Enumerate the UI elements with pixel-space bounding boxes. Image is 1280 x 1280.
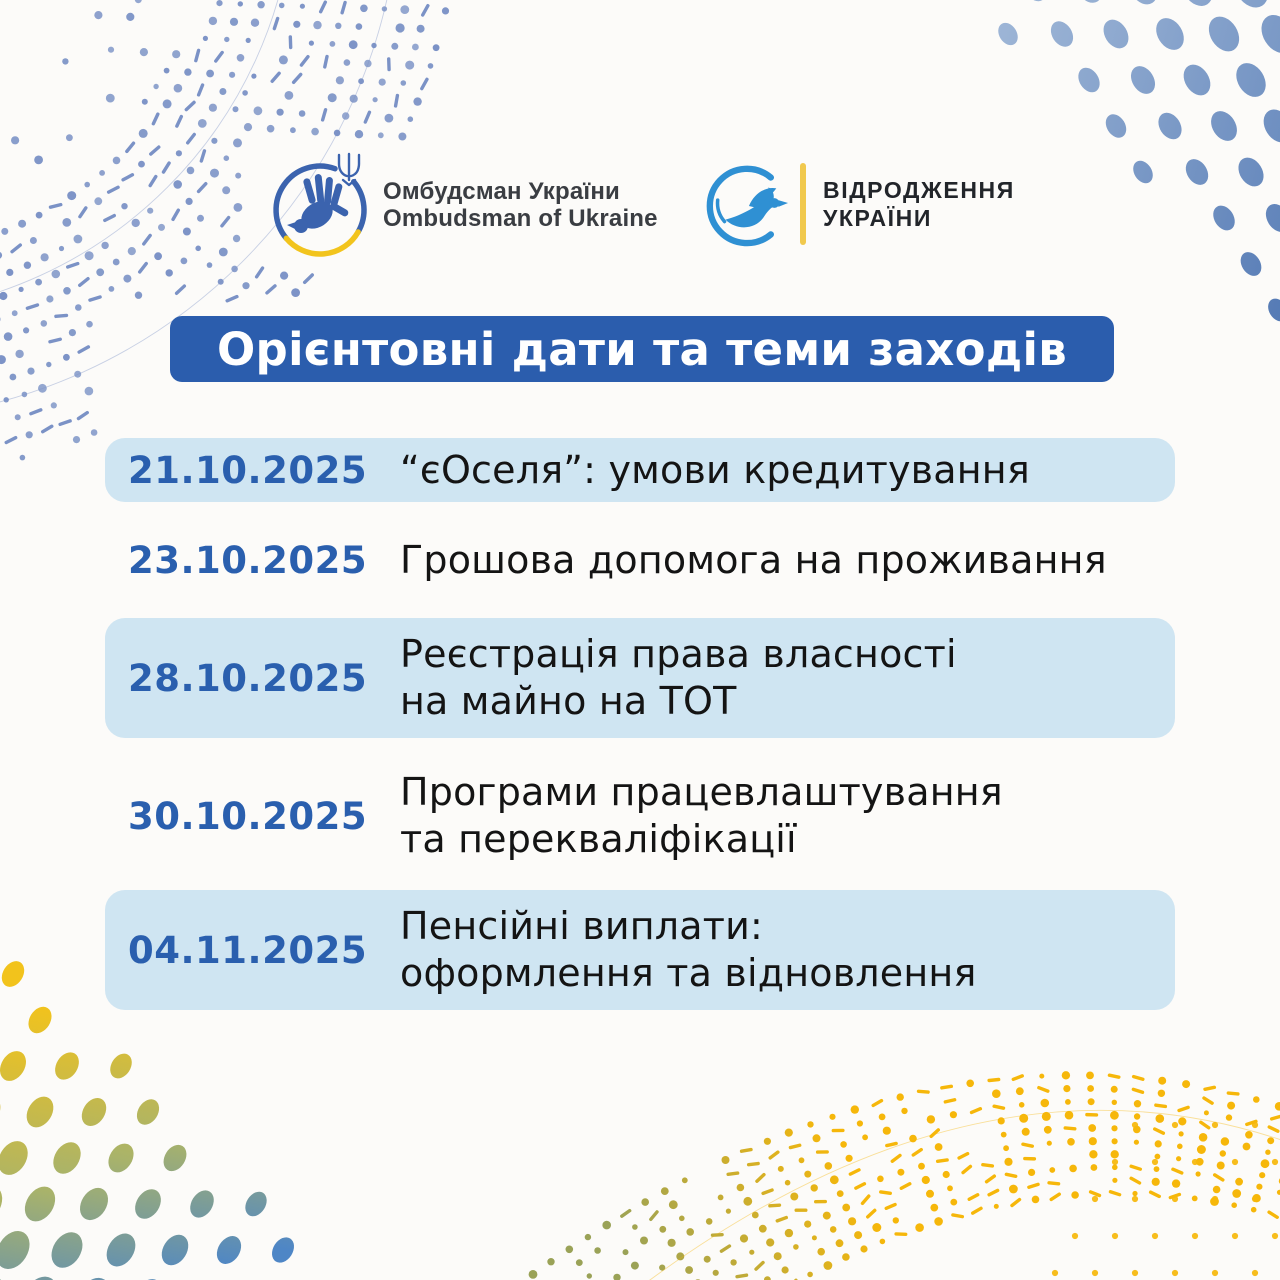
event-date: 30.10.2025	[128, 794, 368, 838]
event-date: 04.11.2025	[128, 928, 368, 972]
vidrodzhennia-logo-line2: УКРАЇНИ	[823, 205, 932, 231]
ombudsman-emblem-icon	[270, 152, 370, 258]
event-date: 28.10.2025	[128, 656, 368, 700]
dove-hand-icon	[287, 174, 350, 235]
schedule-row	[105, 528, 1175, 592]
schedule-list	[105, 438, 1175, 1010]
logo-divider	[800, 163, 806, 245]
trident-icon	[339, 154, 359, 185]
title-banner	[170, 316, 1114, 382]
event-topic: Грошова допомога на проживання	[400, 537, 1107, 582]
schedule-row	[105, 890, 1175, 1010]
event-topic: Реєстрація права власності на майно на ТОТ	[400, 632, 957, 723]
ombudsman-logo	[270, 152, 658, 258]
schedule-row	[105, 756, 1175, 876]
vidrodzhennia-logo	[704, 158, 1015, 250]
ombudsman-logo-line2: Ombudsman of Ukraine	[383, 205, 658, 232]
event-date: 21.10.2025	[128, 448, 368, 492]
schedule-row	[105, 438, 1175, 502]
event-topic: “єОселя”: умови кредитування	[400, 447, 1030, 492]
event-topic: Програми працевлаштування та перекваліфікації	[400, 770, 1003, 861]
phoenix-bird-icon	[704, 158, 790, 250]
vidrodzhennia-logo-line1: ВІДРОДЖЕННЯ	[823, 177, 1015, 203]
ombudsman-logo-line1: Омбудсман України	[383, 178, 621, 205]
schedule-row	[105, 618, 1175, 738]
page-title: Орієнтовні дати та теми заходів	[217, 322, 1067, 376]
event-topic: Пенсійні виплати: оформлення та відновлення	[400, 904, 977, 995]
event-date: 23.10.2025	[128, 538, 368, 582]
